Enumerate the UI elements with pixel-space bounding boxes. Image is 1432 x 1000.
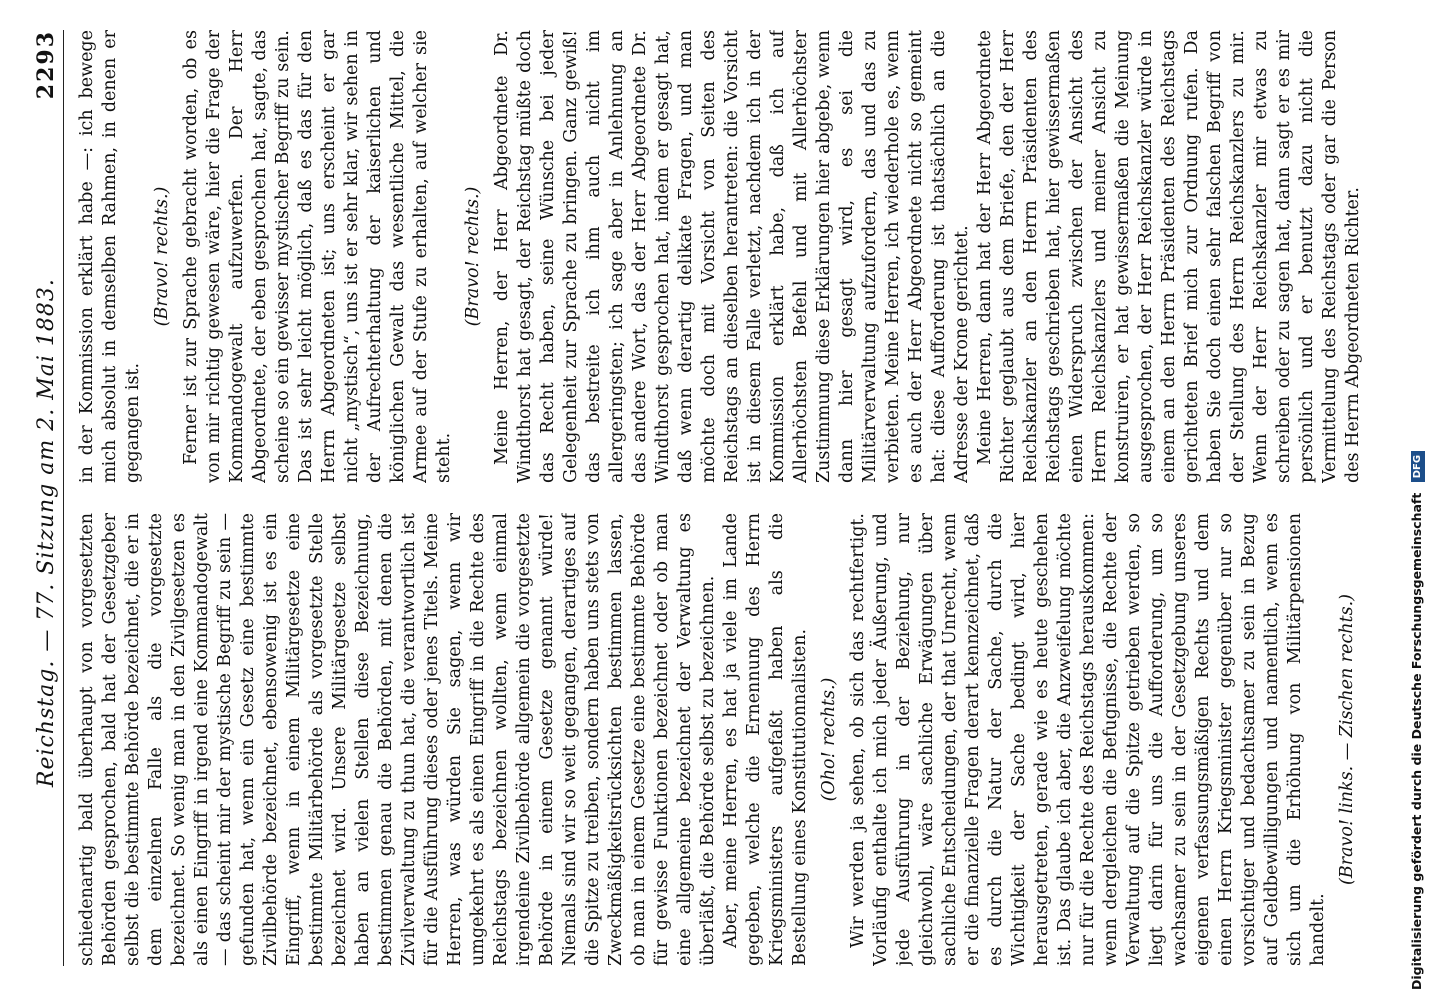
paragraph: Meine Herren, der Herr Abgeordnete Dr. Windthorst hat gesagt, der Reichstag müßte doch das Recht haben, seine Wünsche bei jeder Gelegenheit zur Sprache zu bringen. Ganz gewiß! das bestreite ich ihm auch nicht im allergeringsten; ich sage aber in Anlehnung an das andere Wort, das der Herr Abgeordnete Dr. Windthorst gesprochen hat, indem er gesagt hat, daß wenn derartig delikate Fragen, und man möchte doch mit Vorsicht von Seiten des Reichstags an dieselben herantreten: die Vorsicht ist in diesem Falle verletzt, nachdem ich in der Kommission erklärt habe, daß ich auf Allerhöchsten Befehl und mit Allerhöchster Zustimmung diese Erklärungen hier abgebe, wenn dann hier gesagt wird, es sei die Militärverwaltung aufzufordern, das und das zu verbieten. Meine Herren, ich wiederhole es, wenn es auch der Herr Abgeordnete nicht so gemeint hat: diese Aufforderung ist thatsächlich an die Adresse der Krone gerichtet. bbox=[492, 30, 972, 483]
remark: (Bravo! rechts.) bbox=[463, 186, 483, 327]
page-number: 2293 bbox=[33, 30, 59, 100]
page-header bbox=[18, 30, 64, 966]
text-columns bbox=[76, 30, 1368, 966]
credit-text: Digitalisierung gefördert durch die Deutsche Forschungsgemeinschaft bbox=[1409, 492, 1424, 990]
remark: (Oho! rechts.) bbox=[819, 677, 839, 802]
paragraph: Meine Herren, dann hat der Herr Abgeordnete Richter geglaubt aus dem Briefe, den der Herr Reichskanzler an den Herrn Präsidenten des Reichstags geschrieben hat, hier gewissermaßen einen Widerspruch zwischen der Ansicht des Herrn Reichskanzlers und meiner Ansicht zu konstruiren, er hat gewissermaßen die Meinung ausgesprochen, der Herr Reichskanzler würde in einem an den Herrn Präsidenten des Reichstags gerichteten Brief mich zur Ordnung rufen. Da haben Sie doch einen sehr falschen Begriff von der Stellung des Herrn Reichskanzlers zu mir. Wenn der Herr Reichskanzler mir etwas zu schreiben oder zu sagen hat, dann sagt er es mir persönlich und er benutzt dazu nicht die Vermittelung des Reichstags oder gar die Person des Herrn Abgeordneten Richter. bbox=[975, 30, 1363, 483]
paragraph: schiedenartig bald überhaupt von vorgesetzten Behörden gesprochen, bald hat der Gesetzgeber selbst die bestimmte Behörde bezeichnet, die er in dem einzelnen Falle als die vorgesetzte bezeichnet. So wenig man in den Zivilgesetzen es als einen Eingriff in irgend eine Kommandogewalt — das scheint mir der mystische Begriff zu sein — gefunden hat, wenn ein Gesetz eine bestimmte Zivilbehörde bezeichnet, ebensowenig ist es ein Eingriff, wenn in einem Militärgesetze eine bestimmte Militärbehörde als vorgesetzte Stelle bezeichnet wird. Unsere Militärgesetze selbst haben an vielen Stellen diese Bezeichnung, bestimmen genau die Behörden, mit denen die Zivilverwaltung zu thun hat, die verantwortlich ist für die Ausführung dieses oder jenes Titels. Meine Herren, was würden Sie sagen, wenn wir umgekehrt es als einen Eingriff in die Rechte des Reichstags bezeichnen wollten, wenn einmal irgendeine Zivilbehörde allgemein die vorgesetzte Behörde in einem Gesetze genannt würde! Niemals sind wir so weit gegangen, derartiges auf die Spitze zu treiben, sondern haben uns stets von Zweckmäßigkeitsrücksichten bestimmen lassen, ob man in einem Gesetze eine bestimmte Behörde für gewisse Funktionen bezeichnet oder ob man eine allgemeine bezeichnet der Verwaltung es überläßt, die Behörde selbst zu bezeichnen. bbox=[77, 513, 718, 966]
column-right bbox=[76, 30, 1368, 483]
paragraph: Aber, meine Herren, es hat ja viele im Lande gegeben, welche die Ernennung des Herrn Kriegsministers aufgefaßt haben als die Bestellung eines Konstitutionnalisten. bbox=[721, 513, 810, 966]
digitization-credit-strip bbox=[1402, 0, 1432, 1000]
column-left bbox=[76, 513, 1368, 966]
paragraph: Ferner ist zur Sprache gebracht worden, ob es von mir richtig gewesen wäre, hier die Frage der Kommandogewalt aufzuwerfen. Der Herr Abgeordnete, der eben gesprochen hat, sagte, das scheine so ein gewisser mystischer Begriff zu sein. Das ist sehr leicht möglich, daß es das für den Herrn Abgeordneten ist; uns erscheint er gar nicht „mystisch“, uns ist er sehr klar, wir sehen in der Aufrechterhaltung der kaiserlichen und königlichen Gewalt das wesentliche Mittel, die Armee auf der Stufe zu erhalten, auf welcher sie steht. bbox=[181, 30, 454, 483]
header-title: Reichstag. — 77. Sitzung am 2. Mai 1883. bbox=[34, 278, 59, 788]
remark: (Bravo! links. — Zischen rechts.) bbox=[1337, 594, 1357, 885]
remark: (Bravo! rechts.) bbox=[152, 186, 172, 327]
digitization-credit bbox=[1402, 0, 1432, 1000]
paragraph: in der Kommission erklärt habe —: ich bewege mich absolut in demselben Rahmen, in denen er gegangen ist. bbox=[77, 30, 143, 483]
dfg-logo-icon: DFG bbox=[1411, 451, 1425, 482]
paragraph: Wir werden ja sehen, ob sich das rechtfertigt. Vorläufig enthalte ich mich jeder Äußerung, und jede Ausführung in der Beziehung, nur gleichwohl, wäre sachliche Erwägungen über sachliche Entscheidungen, der that Unrecht, wenn er die finanzielle Fragen derart kennzeichnet, daß es durch die Natur der Sache, durch die Wichtigkeit der Sache bedingt wird, hier herausgetreten, gerade wie es heute geschehen ist. Das glaube ich aber, die Anzweifelung möchte nur für die Rechte des Reichstags herauskommen: wenn dergleichen die Befugnisse, die Rechte der Verwaltung auf die Spitze getrieben werden, so liegt darin für uns die Aufforderung, um so wachsamer zu sein in der Gesetzgebung unseres eigenen verfassungsmäßigen Rechts und dem einen Herrn Kriegsminister gegenüber nur so vorsichtiger und bedachtsamer zu sein in Bezug auf Geldbewilligungen und namentlich, wenn es sich um die Erhöhung von Militärpensionen handelt. bbox=[848, 513, 1328, 966]
